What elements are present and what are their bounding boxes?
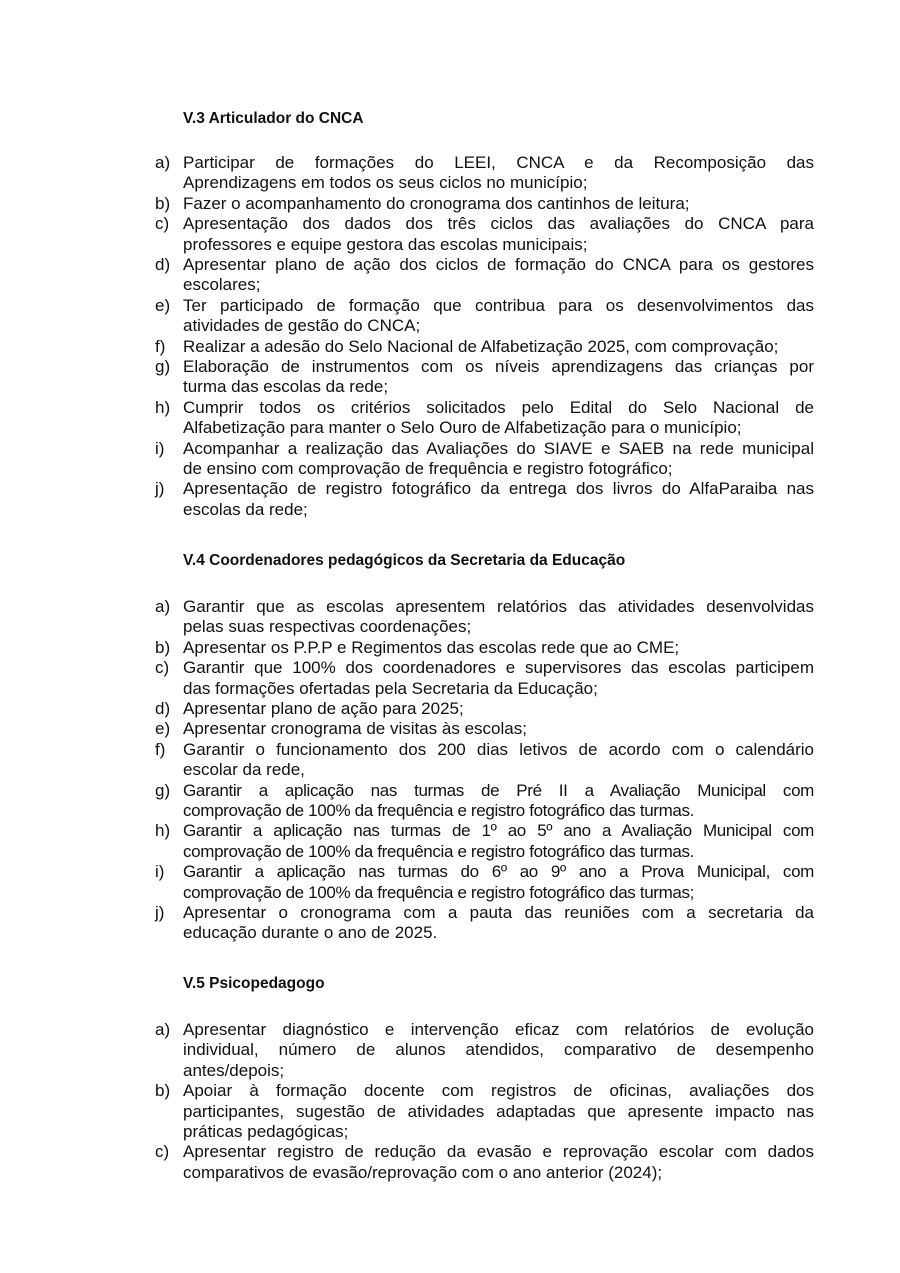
list-item-text-line: comparativos de evasão/reprovação com o ano anterior (2024);	[183, 1162, 663, 1182]
list-item-label: h)	[155, 821, 171, 841]
list-item	[155, 214, 815, 255]
list-item-label: e)	[155, 719, 171, 739]
list-item	[155, 1142, 815, 1183]
list-item-label: b)	[155, 193, 171, 213]
list-item	[155, 699, 815, 719]
list-item-text-line: Cumprir todos os critérios solicitados pelo Edital do Selo Nacional de	[183, 397, 814, 417]
list-item	[155, 781, 815, 822]
list-item-text-line: Acompanhar a realização das Avaliações do SIAVE e SAEB na rede municipal	[183, 438, 814, 458]
list-item	[155, 903, 815, 944]
list-item-text-line: Realizar a adesão do Selo Nacional de Alfabetização 2025, com comprovação;	[183, 336, 779, 356]
list-item-text-line: atividades de gestão do CNCA;	[183, 316, 421, 336]
list-item-label: d)	[155, 255, 171, 274]
list-item	[155, 862, 815, 903]
list-item-text-line: turma das escolas da rede;	[183, 377, 389, 397]
list-item-text-line: Apresentação dos dados dos três ciclos das avaliações do CNCA para	[183, 214, 814, 234]
section-heading: V.4 Coordenadores pedagógicos da Secretaria da Educação	[183, 552, 626, 569]
list-item-label: i)	[155, 862, 165, 882]
list-item-text-line: educação durante o ano de 2025.	[183, 923, 438, 943]
list-item-text-line: escolas da rede;	[183, 499, 308, 519]
list-item	[155, 638, 815, 658]
list-item-text-line: Apresentar os P.P.P e Regimentos das escolas rede que ao CME;	[183, 637, 680, 657]
list-item-text-line: Garantir que 100% dos coordenadores e supervisores das escolas participem	[183, 658, 814, 678]
list-item	[155, 194, 815, 214]
list-item	[155, 479, 815, 520]
list-item-label: c)	[155, 1142, 170, 1162]
list-item-label: b)	[155, 1081, 171, 1101]
list-item-text-line: Apresentar plano de ação dos ciclos de formação do CNCA para os gestores	[183, 255, 814, 274]
list-item-label: h)	[155, 397, 171, 417]
list-item-label: a)	[155, 597, 171, 616]
list-item	[155, 398, 815, 439]
list-item-text-line: Apresentar plano de ação para 2025;	[183, 699, 464, 718]
list-item-text-line: Garantir o funcionamento dos 200 dias letivos de acordo com o calendário	[183, 739, 814, 759]
list-item	[155, 357, 815, 398]
list-item-text-line: Apresentar o cronograma com a pauta das reuniões com a secretaria da	[183, 903, 814, 922]
list-item-text-line: pelas suas respectivas coordenações;	[183, 617, 472, 637]
list-item-text-line: Apresentar registro de redução da evasão e reprovação escolar com dados	[183, 1142, 814, 1162]
list-item	[155, 439, 815, 480]
list-item	[155, 296, 815, 337]
item-list	[155, 597, 815, 944]
list-item-label: c)	[155, 658, 170, 678]
list-item-label: a)	[155, 153, 171, 172]
list-item	[155, 740, 815, 781]
list-item-text-line: escolar da rede,	[183, 760, 305, 780]
list-item	[155, 719, 815, 739]
list-item-text-line: Fazer o acompanhamento do cronograma dos cantinhos de leitura;	[183, 193, 690, 213]
list-item-text-line: comprovação de 100% da frequência e registro fotográfico das turmas.	[183, 841, 695, 861]
item-list	[155, 1020, 815, 1183]
list-item-label: g)	[155, 357, 171, 376]
list-item	[155, 821, 815, 862]
list-item-text-line: professores e equipe gestora das escolas municipais;	[183, 234, 588, 254]
list-item-label: b)	[155, 637, 171, 657]
list-item	[155, 597, 815, 638]
list-item-label: j)	[155, 479, 165, 499]
list-item-text-line: Alfabetização para manter o Selo Ouro de Alfabetização para o município;	[183, 418, 742, 438]
list-item-text-line: de ensino com comprovação de frequência e registro fotográfico;	[183, 458, 673, 478]
list-item-label: d)	[155, 699, 171, 718]
list-item-text-line: comprovação de 100% da frequência e registro fotográfico das turmas.	[183, 801, 695, 820]
list-item-label: i)	[155, 438, 165, 458]
list-item-text-line: Apresentação de registro fotográfico da entrega dos livros do AlfaParaiba nas	[183, 479, 814, 499]
list-item-label: g)	[155, 780, 171, 800]
list-item-text-line: das formações ofertadas pela Secretaria da Educação;	[183, 678, 598, 698]
list-item	[155, 153, 815, 194]
list-item-text-line: comprovação de 100% da frequência e registro fotográfico das turmas;	[183, 882, 695, 902]
section-heading: V.5 Psicopedagogo	[183, 975, 325, 992]
list-item-text-line: escolares;	[183, 275, 261, 295]
list-item-text-line: Aprendizagens em todos os seus ciclos no município;	[183, 173, 588, 193]
list-item-text-line: participantes, sugestão de atividades adaptadas que apresente impacto nas	[183, 1101, 814, 1121]
list-item-text-line: Garantir a aplicação nas turmas do 6º ao 9º ano a Prova Municipal, com	[183, 862, 814, 882]
list-item	[155, 255, 815, 296]
list-item-text-line: Garantir a aplicação nas turmas de Pré II a Avaliação Municipal com	[183, 780, 814, 800]
list-item-label: a)	[155, 1020, 171, 1039]
list-item-text-line: Apoiar à formação docente com registros de oficinas, avaliações dos	[183, 1081, 814, 1101]
list-item-label: c)	[155, 214, 170, 234]
list-item-text-line: Apresentar diagnóstico e intervenção eficaz com relatórios de evolução	[183, 1020, 814, 1039]
list-item	[155, 658, 815, 699]
list-item-label: e)	[155, 295, 171, 315]
list-item-label: j)	[155, 903, 165, 922]
item-list	[155, 153, 815, 520]
list-item-label: f)	[155, 336, 166, 356]
list-item-label: f)	[155, 739, 166, 759]
list-item	[155, 1081, 815, 1142]
section-heading: V.3 Articulador do CNCA	[183, 110, 364, 127]
list-item-text-line: práticas pedagógicas;	[183, 1121, 349, 1141]
list-item-text-line: Elaboração de instrumentos com os níveis aprendizagens das crianças por	[183, 357, 814, 376]
list-item-text-line: antes/depois;	[183, 1060, 285, 1080]
list-item	[155, 1020, 815, 1081]
list-item-text-line: Garantir a aplicação nas turmas de 1º ao 5º ano a Avaliação Municipal com	[183, 821, 814, 841]
list-item	[155, 337, 815, 357]
list-item-text-line: Ter participado de formação que contribua para os desenvolvimentos das	[183, 295, 814, 315]
list-item-text-line: Garantir que as escolas apresentem relatórios das atividades desenvolvidas	[183, 597, 814, 616]
list-item-text-line: Participar de formações do LEEI, CNCA e da Recomposição das	[183, 153, 814, 172]
list-item-text-line: Apresentar cronograma de visitas às escolas;	[183, 719, 527, 739]
list-item-text-line: individual, número de alunos atendidos, comparativo de desempenho	[183, 1040, 814, 1060]
